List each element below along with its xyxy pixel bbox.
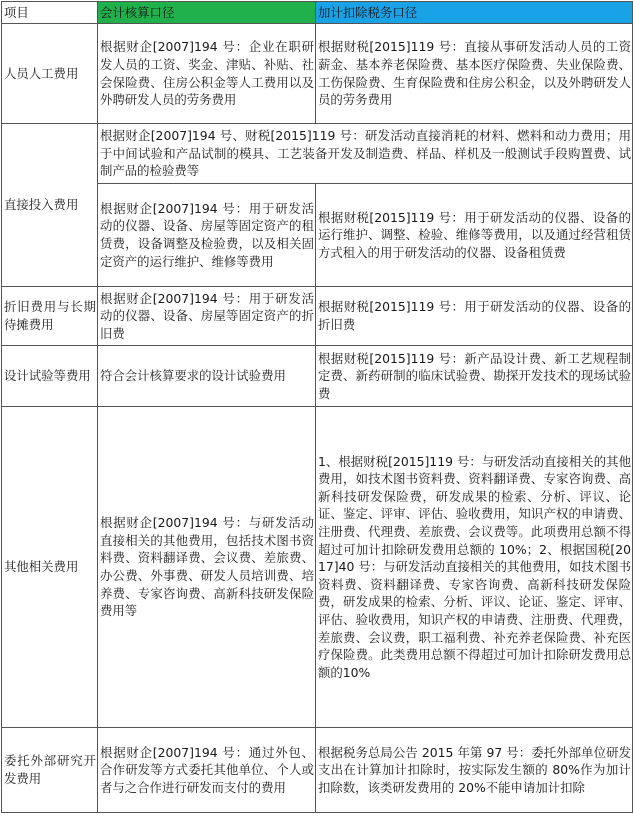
- table-row: [2, 407, 633, 728]
- row-accounting-cell: 根据财企[2007]194 号：企业在职研发人员的工资、奖金、津贴、补贴、社会保险费、住房公积金等人工费用以及外聘研发人员的劳务费用: [98, 24, 316, 124]
- row-accounting-cell: 根据财企[2007]194 号：用于研发活动的仪器、设备、房屋等固定资产的租赁费，设备调整及检验费，以及相关固定资产的运行维护、维修等费用: [98, 184, 316, 287]
- table-row: [2, 24, 633, 124]
- table-header-row: [2, 2, 633, 24]
- row-tax-cell: 根据税务总局公告 2015 年第 97 号：委托外部单位研发支出在计算加计扣除时，按实际发生额的 80%作为加计扣除数，该类研发费用的 20%不能申请加计扣除: [316, 728, 633, 813]
- row-tax-cell: 根据财税[2015]119 号：用于研发活动的仪器、设备的运行维护、调整、检验、维修等费用，以及通过经营租赁方式租入的用于研发活动的仪器、设备租赁费: [316, 184, 633, 287]
- row-item-label: 委托外部研究开发费用: [2, 728, 98, 813]
- table-row: [2, 124, 633, 184]
- row-tax-cell: 根据财税[2015]119 号：用于研发活动的仪器、设备的折旧费: [316, 287, 633, 346]
- header-accounting: 会计核算口径: [98, 2, 316, 24]
- header-item: 项目: [2, 2, 98, 24]
- row-accounting-cell: 根据财企[2007]194 号：通过外包、合作研发等方式委托其他单位、个人或者与之合作进行研发而支付的费用: [98, 728, 316, 813]
- row-tax-cell: 根据财税[2015]119 号：直接从事研发活动人员的工资薪金、基本养老保险费、基本医疗保险费、失业保险费、工伤保险费、生育保险费和住房公积金，以及外聘研发人员的劳务费用: [316, 24, 633, 124]
- comparison-table: [1, 1, 633, 813]
- row-item-label: 折旧费用与长期待摊费用: [2, 287, 98, 346]
- row-tax-cell: 1、根据财税[2015]119 号：与研发活动直接相关的其他费用，如技术图书资料费、资料翻译费、专家咨询费、高新科技研发保险费，研发成果的检索、分析、评议、论证、鉴定、评审、评估、验收费用，知识产权的申请费、注册费、代理费、差旅费、会议费等。此项费用总额不得超过可加计扣除研发费用总额的 10%；2、根据国税[2017]40 号：与研发活动直接相关的其他费用，如技术图书资料费、资料翻译费、专家咨询费、高新科技研发保险费，研发成果的检索、分析、评议、论证、鉴定、评审、评估、验收费用，知识产权的申请费、注册费、代理费，差旅费、会议费，职工福利费、补充养老保险费、补充医疗保险费。此类费用总额不得超过可加计扣除研发费用总额的10%: [316, 407, 633, 728]
- table-row: [2, 728, 633, 813]
- row-item-label: 其他相关费用: [2, 407, 98, 728]
- table-row: [2, 287, 633, 346]
- row-item-label: 直接投入费用: [2, 124, 98, 287]
- row-accounting-cell: 根据财企[2007]194 号：用于研发活动的仪器、设备、房屋等固定资产的折旧费: [98, 287, 316, 346]
- header-tax: 加计扣除税务口径: [316, 2, 633, 24]
- row-accounting-cell: 根据财企[2007]194 号：与研发活动直接相关的其他费用，包括技术图书资料费、资料翻译费、会议费、差旅费、办公费、外事费、研发人员培训费、培养费、专家咨询费、高新科技研发保险费用等: [98, 407, 316, 728]
- row-merged-cell: 根据财企[2007]194 号、财税[2015]119 号：研发活动直接消耗的材料、燃料和动力费用；用于中间试验和产品试制的模具、工艺装备开发及制造费、样品、样机及一般测试手段购置费、试制产品的检验费等: [98, 124, 633, 184]
- row-item-label: 人员人工费用: [2, 24, 98, 124]
- table-row: [2, 346, 633, 407]
- row-accounting-cell: 符合会计核算要求的设计试验费用: [98, 346, 316, 407]
- row-item-label: 设计试验等费用: [2, 346, 98, 407]
- row-tax-cell: 根据财税[2015]119 号：新产品设计费、新工艺规程制定费、新药研制的临床试验费、勘探开发技术的现场试验费: [316, 346, 633, 407]
